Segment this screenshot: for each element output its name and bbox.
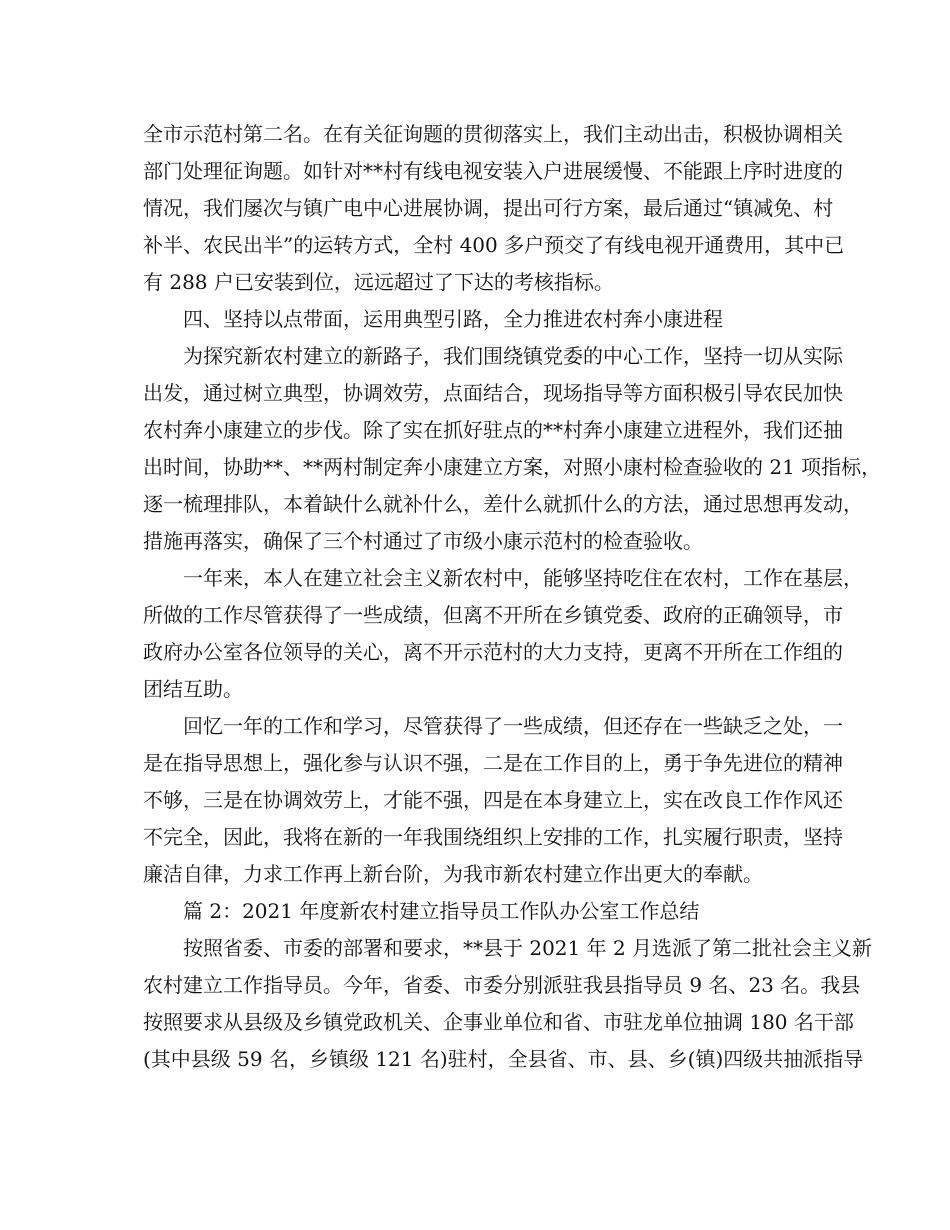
text-line: (其中县级 59 名，乡镇级 121 名)驻村，全县省、市、县、乡(镇)四级共抽派指导 [143, 1047, 864, 1071]
text-line: 情况，我们屡次与镇广电中心进展协调，提出可行方案，最后通过“镇减免、村 [143, 196, 834, 220]
text-line: 补半、农民出半”的运转方式，全村 400 多户预交了有线电视开通费用，其中已 [143, 233, 845, 257]
text-line: 是在指导思想上，强化参与认识不强，二是在工作目的上，勇于争先进位的精神 [143, 751, 843, 775]
text-line: 农村建立工作指导员。今年，省委、市委分别派驻我县指导员 9 名、23 名。我县 [143, 973, 861, 997]
text-line: 廉洁自律，力求工作再上新台阶，为我市新农村建立作出更大的奉献。 [143, 862, 763, 886]
text-line: 团结互助。 [143, 677, 243, 701]
text-line: 政府办公室各位领导的关心，离不开示范村的大力支持，更离不开所在工作组的 [143, 640, 843, 664]
text-line: 全市示范村第二名。在有关征询题的贯彻落实上，我们主动出击，积极协调相关 [143, 122, 843, 146]
text-line: 农村奔小康建立的步伐。除了实在抓好驻点的**村奔小康建立进程外，我们还抽 [143, 418, 843, 442]
text-line: 按照省委、市委的部署和要求，**县于 2021 年 2 月选派了第二批社会主义新 [183, 936, 873, 960]
article-heading: 篇 2：2021 年度新农村建立指导员工作队办公室工作总结 [183, 899, 700, 923]
section-heading: 四、坚持以点带面，运用典型引路，全力推进农村奔小康进程 [183, 307, 723, 331]
text-line: 回忆一年的工作和学习，尽管获得了一些成绩，但还存在一些缺乏之处，一 [183, 714, 843, 738]
text-line: 不够，三是在协调效劳上，才能不强，四是在本身建立上，实在改良工作作风还 [143, 788, 843, 812]
text-line: 不完全，因此，我将在新的一年我围绕组织上安排的工作，扎实履行职责，坚持 [143, 825, 843, 849]
text-line: 措施再落实，确保了三个村通过了市级小康示范村的检查验收。 [143, 529, 703, 553]
text-line: 为探究新农村建立的新路子，我们围绕镇党委的中心工作，坚持一切从实际 [183, 344, 843, 368]
document-body [143, 116, 882, 1078]
text-line: 按照要求从县级及乡镇党政机关、企事业单位和省、市驻龙单位抽调 180 名干部 [143, 1010, 854, 1034]
text-line: 所做的工作尽管获得了一些成绩，但离不开所在乡镇党委、政府的正确领导，市 [143, 603, 843, 627]
text-line: 逐一梳理排队，本着缺什么就补什么，差什么就抓什么的方法，通过思想再发动， [143, 492, 863, 516]
text-line: 有 288 户已安装到位，远远超过了下达的考核指标。 [143, 270, 614, 294]
text-line: 部门处理征询题。如针对**村有线电视安装入户进展缓慢、不能跟上序时进度的 [143, 159, 843, 183]
text-line: 一年来，本人在建立社会主义新农村中，能够坚持吃住在农村，工作在基层， [183, 566, 863, 590]
text-line: 出时间，协助**、**两村制定奔小康建立方案，对照小康村检查验收的 21 项指标， [143, 455, 882, 479]
text-line: 出发，通过树立典型，协调效劳，点面结合，现场指导等方面积极引导农民加快 [143, 381, 843, 405]
